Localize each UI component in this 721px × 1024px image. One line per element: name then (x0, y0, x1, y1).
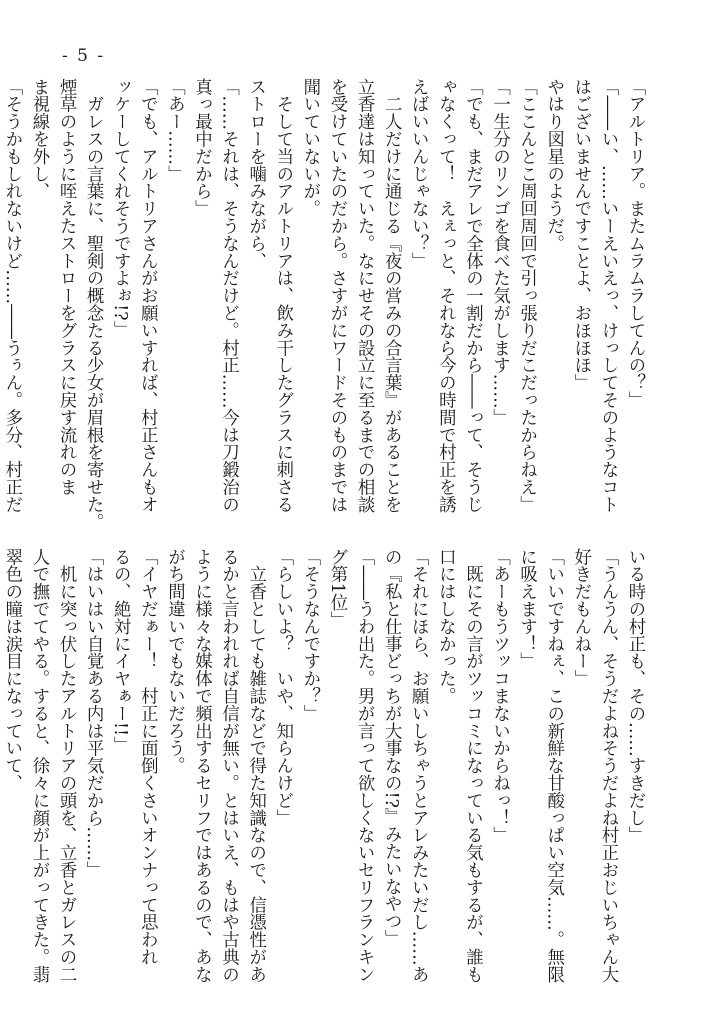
text-line: 「いいですねぇ、この新鮮な甘酸っぱい空気……。無限 (543, 548, 564, 983)
text-line: 「――うわ出た。男が言って欲しくないセリフランキン (354, 548, 375, 983)
text-line: 聞いていないが。 (299, 78, 320, 218)
text-line: 「あー……」 (164, 78, 185, 183)
text-line: を受けていたのだから。さすがにワードそのものまでは (326, 78, 347, 513)
text-line: に吸えます！」 (516, 548, 537, 670)
text-line: 「ここんとこ周回周回で引っ張りだこだったからねえ」 (516, 78, 537, 513)
text-line: えばいいんじゃない？」 (408, 78, 429, 270)
text-line: 「うんうん、そうだよねそうだよね村正おじいちゃん大 (597, 548, 618, 983)
lower-text-column (1, 548, 648, 983)
text-line: そして当のアルトリアは、飲み干したグラスに刺さる (272, 78, 293, 513)
text-line: 立香としても雑誌などで得た知識なので、信憑性があ (245, 548, 266, 983)
text-line: 「それにほら、お願いしちゃうとアレみたいだし……あ (408, 548, 429, 983)
text-line: 「一生分のリンゴを食べた気がします……」 (489, 78, 510, 426)
page-number: - 5 - (62, 46, 106, 66)
text-line: 「……それは、そうなんだけど。村正……今は刀鍛治の (218, 78, 239, 513)
upper-text-column (1, 78, 648, 531)
text-line: ストローを噛みながら、 (245, 78, 266, 270)
text-line: 「アルトリア。またムラムラしてんの？」 (625, 78, 645, 409)
text-line: の『私と仕事どっちが大事なの!?』みたいなやつ」 (381, 548, 402, 948)
text-line: るの、絶対にイヤぁー!!」 (110, 548, 131, 754)
text-line: ガレスの言葉に、聖剣の概念たる少女が眉根を寄せた。 (83, 78, 104, 531)
text-line: 翠色の瞳は涙目になっていて、 (1, 548, 22, 792)
text-line: がち間違いでもないだろう。 (164, 548, 185, 775)
text-line: ように様々な媒体で頻出するセリフではあるので、あな (191, 548, 212, 983)
text-line: 机に突っ伏したアルトリアの頭を、立香とガレスの二 (56, 548, 77, 983)
text-line: 「そうなんですか？」 (299, 548, 320, 722)
text-line: 好きだもんねー」 (570, 548, 591, 688)
text-line: 立香達は知っていた。なにせその設立に至るまでの相談 (354, 78, 375, 513)
text-line: 二人だけに通じる『夜の営みの合言葉』があることを (381, 78, 402, 513)
text-line: 「らしいよ？ いや、知らんけど」 (272, 548, 293, 827)
text-line: ま視線を外し、 (28, 78, 49, 200)
text-line: 「あーもうツッコまないからねっ！」 (489, 548, 510, 844)
text-line: 「――い、……いーえいえっ、けっしてそのようなコト (597, 78, 618, 513)
text-line: 真っ最中だから」 (191, 78, 212, 218)
text-line: 煙草のように咥えたストローをグラスに戻す流れのま (56, 78, 77, 496)
text-line: 人で撫でてやる。すると、徐々に顔が上がってきた。翡 (28, 548, 49, 983)
text-line: 「でも、アルトリアさんがお願いすれば、村正さんもオ (137, 78, 158, 513)
text-line: 「イヤだぁー！ 村正に面倒くさいオンナって思われ (137, 548, 158, 966)
text-line: 口にはしなかった。 (435, 548, 456, 705)
text-line: ッケーしてくれそうですよぉ!?」 (110, 78, 131, 338)
text-line: るかと言われれば自信が無い。とはいえ、もはや古典の (218, 548, 239, 983)
text-line: 既にその言がツッコミになっている気もするが、誰も (462, 548, 483, 983)
text-line: 「はいはい自覚ある内は平気だから……」 (83, 548, 104, 879)
text-line: ゃなくって！ えぇっと、それなら今の時間で村正を誘 (435, 78, 456, 513)
text-line: 「そうかもしれないけど……――うぅん。多分、村正だ (1, 78, 22, 513)
text-line: 「でも、まだアレで全体の一割だから――って、そうじ (462, 78, 483, 513)
text-line: いる時の村正も、その……すきだし」 (625, 548, 645, 844)
text-line: グ第1位」 (326, 548, 347, 629)
text-line: やはり図星のようだ。 (543, 78, 564, 252)
text-line: はございませんですことよ、おほほほ」 (570, 78, 591, 392)
